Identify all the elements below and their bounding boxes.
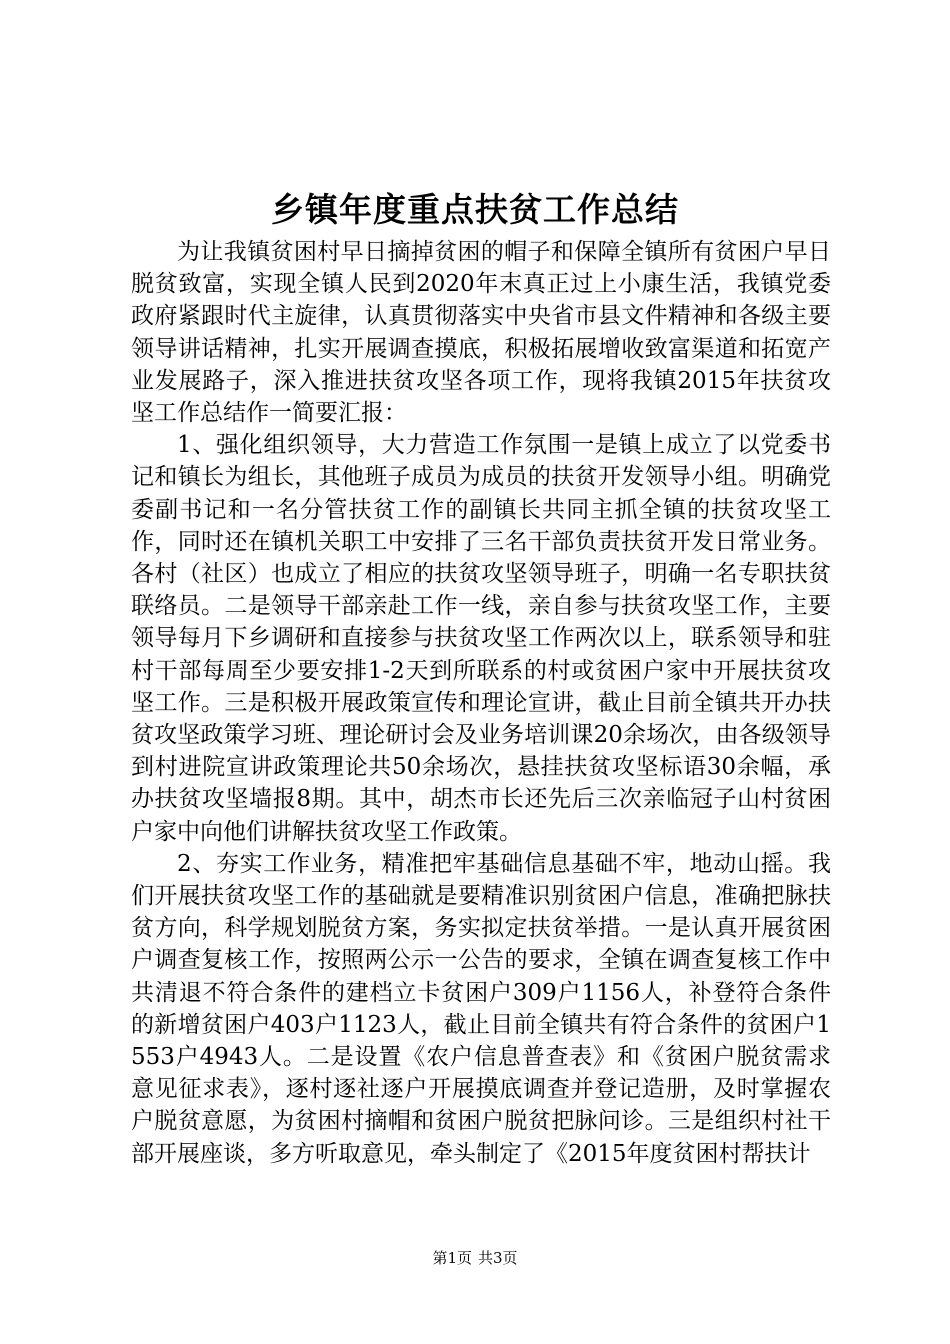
paragraph-section-2: 2、夯实工作业务，精准把牢基础信息基础不牢，地动山摇。我们开展扶贫攻坚工作的基础就是要精准识别贫困户信息，准确把脉扶贫方向，科学规划脱贫方案，务实拟定扶贫举措。一是认真开展贫困户调查复核工作，按照两公示一公告的要求，全镇在调查复核工作中共清退不符合条件的建档立卡贫困户309户1156人，补登符合条件的新增贫困户403户1123人，截止目前全镇共有符合条件的贫困户1553户4943人。二是设置《农户信息普查表》和《贫困户脱贫需求意见征求表》，逐村逐社逐户开展摸底调查并登记造册，及时掌握农户脱贫意愿，为贫困村摘帽和贫困户脱贫把脉问诊。三是组织村社干部开展座谈，多方听取意见，牵头制定了《2015年度贫困村帮扶计 xyxy=(131,850,831,1167)
page-footer xyxy=(0,1247,950,1269)
page-number: 第1页 xyxy=(432,1249,472,1267)
document-title: 乡镇年度重点扶贫工作总结 xyxy=(271,190,679,229)
paragraph-section-1: 1、强化组织领导，大力营造工作氛围一是镇上成立了以党委书记和镇长为组长，其他班子成员为成员的扶贫开发领导小组。明确党委副书记和一名分管扶贫工作的副镇长共同主抓全镇的扶贫攻坚工作，同时还在镇机关职工中安排了三名干部负责扶贫开发日常业务。各村（社区）也成立了相应的扶贫攻坚领导班子，明确一名专职扶贫联络员。二是领导干部亲赴工作一线，亲自参与扶贫攻坚工作，主要领导每月下乡调研和直接参与扶贫攻坚工作两次以上，联系领导和驻村干部每周至少要安排1-2天到所联系的村或贫困户家中开展扶贫攻坚工作。三是积极开展政策宣传和理论宣讲，截止目前全镇共开办扶贫攻坚政策学习班、理论研讨会及业务培训课20余场次，由各级领导到村进院宣讲政策理论共50余场次，悬挂扶贫攻坚标语30余幅，承办扶贫攻坚墙报8期。其中，胡杰市长还先后三次亲临冠子山村贫困户家中向他们讲解扶贫攻坚工作政策。 xyxy=(131,432,831,845)
paragraph-intro: 为让我镇贫困村早日摘掉贫困的帽子和保障全镇所有贫困户早日脱贫致富，实现全镇人民到2020年末真正过上小康生活，我镇党委政府紧跟时代主旋律，认真贯彻落实中央省市县文件精神和各级主要领导讲话精神，扎实开展调查摸底，积极拓展增收致富渠道和拓宽产业发展路子，深入推进扶贫攻坚各项工作，现将我镇2015年扶贫攻坚工作总结作一简要汇报： xyxy=(131,239,831,427)
document-body xyxy=(131,236,831,1170)
page-count: 共3页 xyxy=(478,1249,518,1267)
